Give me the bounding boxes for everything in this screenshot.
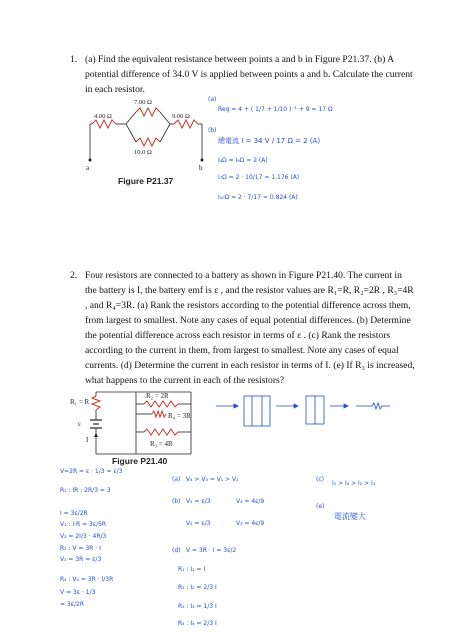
problem-number: 1. xyxy=(70,54,78,65)
note-total-current: 總電流 I = 34 V / 17 Ω = 2 (A) xyxy=(218,137,321,145)
label-r4: 10.0 Ω xyxy=(134,149,152,156)
resistor-10-ohm xyxy=(136,138,160,146)
note-d-label: (d) xyxy=(172,547,181,554)
note-left-1: V=2R = ε · 1/3 = ε/3 xyxy=(60,468,123,475)
note-b-v3: V₃ = 4ε/9 xyxy=(236,520,265,527)
note-e-text: 電流變大 xyxy=(334,512,366,521)
note-a-label: (a) xyxy=(208,96,217,103)
note-left-9: V = 3ε · 1/3 xyxy=(60,589,96,596)
note-i10: I₁₀Ω = 2 · 7/17 = 0.824 (A) xyxy=(218,194,298,201)
note-left-2: R₁ : IR : 2R/3 = 3 xyxy=(60,487,111,494)
figure-caption-1: Figure P21.37 xyxy=(118,176,174,186)
label-r2: R₂ = 2R xyxy=(146,392,169,400)
problem-number: 2. xyxy=(70,270,78,281)
current-arrow-icon xyxy=(94,433,98,437)
resistor-r4 xyxy=(152,411,166,417)
label-r1: R₁ = R xyxy=(70,398,90,406)
terminal-b xyxy=(201,159,204,162)
note-i7: I₇Ω = 2 · 10/17 = 1.176 (A) xyxy=(218,174,300,181)
resistor-9-ohm xyxy=(174,120,198,128)
note-d-3: R₂ : I₂ = 2/3 I xyxy=(178,584,217,591)
note-d-1: V = 3R · I = 3ε/2 xyxy=(186,547,237,554)
note-left-4: V₁ : I·R = 3ε/5R xyxy=(60,521,107,528)
note-b-v2: V₂ = ε/3 xyxy=(186,520,211,527)
resistor-r1 xyxy=(92,396,100,410)
note-a-label-2: (a) xyxy=(172,476,181,483)
note-left-6: R₂ : V = 3R · I xyxy=(60,545,101,552)
note-left-7: V₃ = 3R = ε/3 xyxy=(60,556,102,563)
note-b-label-2: (b) xyxy=(172,498,181,505)
note-d-4: R₃ : I₃ = 1/3 I xyxy=(178,603,217,610)
note-left-8: R₄ : V₄ = 3R · I/3R xyxy=(60,576,114,583)
point-a-label: a xyxy=(86,164,90,172)
hand-sketches xyxy=(214,384,414,444)
label-r1: 4.00 Ω xyxy=(94,113,112,120)
note-b-v1: V₁ = ε/3 xyxy=(186,498,211,505)
figure-p21-40 xyxy=(66,384,206,462)
note-req: Req = 4 + ( 1/7 + 1/10 )⁻¹ + 9 = 17 Ω xyxy=(218,106,333,113)
note-left-3: I = 3ε/2R xyxy=(60,510,88,517)
point-b-label: b xyxy=(199,164,203,172)
note-e-label: (e) xyxy=(316,503,325,510)
problem-text: (a) Find the equivalent resistance between points a and b in Figure P21.37. (b) A potential difference of 34.0 V is applied between points a and b. Calculate the current in each resistor. xyxy=(85,54,413,95)
resistor-r3 xyxy=(144,429,178,435)
label-r3: R₃ = 4R xyxy=(150,440,173,448)
note-d-5: R₄ : I₄ = 2/3 I xyxy=(178,620,217,627)
figure-p21-37 xyxy=(80,96,210,174)
note-left-10: = 3ε/2R xyxy=(60,601,85,608)
figure-caption-2: Figure P21.40 xyxy=(112,456,168,466)
note-left-5: V₂ = 2I/3 · 4R/3 xyxy=(60,533,107,540)
label-r4: R₄ = 3R xyxy=(168,412,191,420)
terminal-a xyxy=(89,159,92,162)
problem-1 xyxy=(70,52,415,97)
note-i4-i9: I₄Ω = I₉Ω = 2 (A) xyxy=(218,157,268,164)
note-b-label: (b) xyxy=(208,127,217,134)
label-r2: 7.00 Ω xyxy=(134,99,152,106)
note-c-label: (c) xyxy=(316,476,324,483)
label-emf: ε xyxy=(78,420,81,428)
label-current: I xyxy=(86,436,89,444)
note-a-rank: V₄ > V₃ = V₁ > V₂ xyxy=(186,476,239,483)
note-b-v4: V₄ = 4ε/9 xyxy=(236,498,265,505)
label-r3: 9.00 Ω xyxy=(172,113,190,120)
note-c-rank: I₁ > I₄ > I₂ > I₃ xyxy=(332,480,376,487)
problem-text: Four resistors are connected to a battery as shown in Figure P21.40. The current in the battery is I, the battery emf is ε , and the resistor values are R₁=R, R₂=2R , R₃=4R , and R₄=3R. (a) Rank the resistors according to the potential difference across them, from largest to smallest. Note any cases of equal potential differences. (b) Determine the potential difference across each resistor in terms of ε . (c) Rank the resistors according to the current in them, from largest to smallest. Note any cases of equal currents. (d) Determine the current in each resistor in terms of I. (e) If R₃ is increased, what happens to the current in each of the resistors? xyxy=(85,270,415,386)
problem-2 xyxy=(70,268,415,388)
resistor-4-ohm xyxy=(92,120,116,128)
resistor-r2 xyxy=(144,401,178,407)
resistor-7-ohm xyxy=(136,108,160,116)
note-d-2: R₁ : I₁ = I xyxy=(178,566,206,573)
